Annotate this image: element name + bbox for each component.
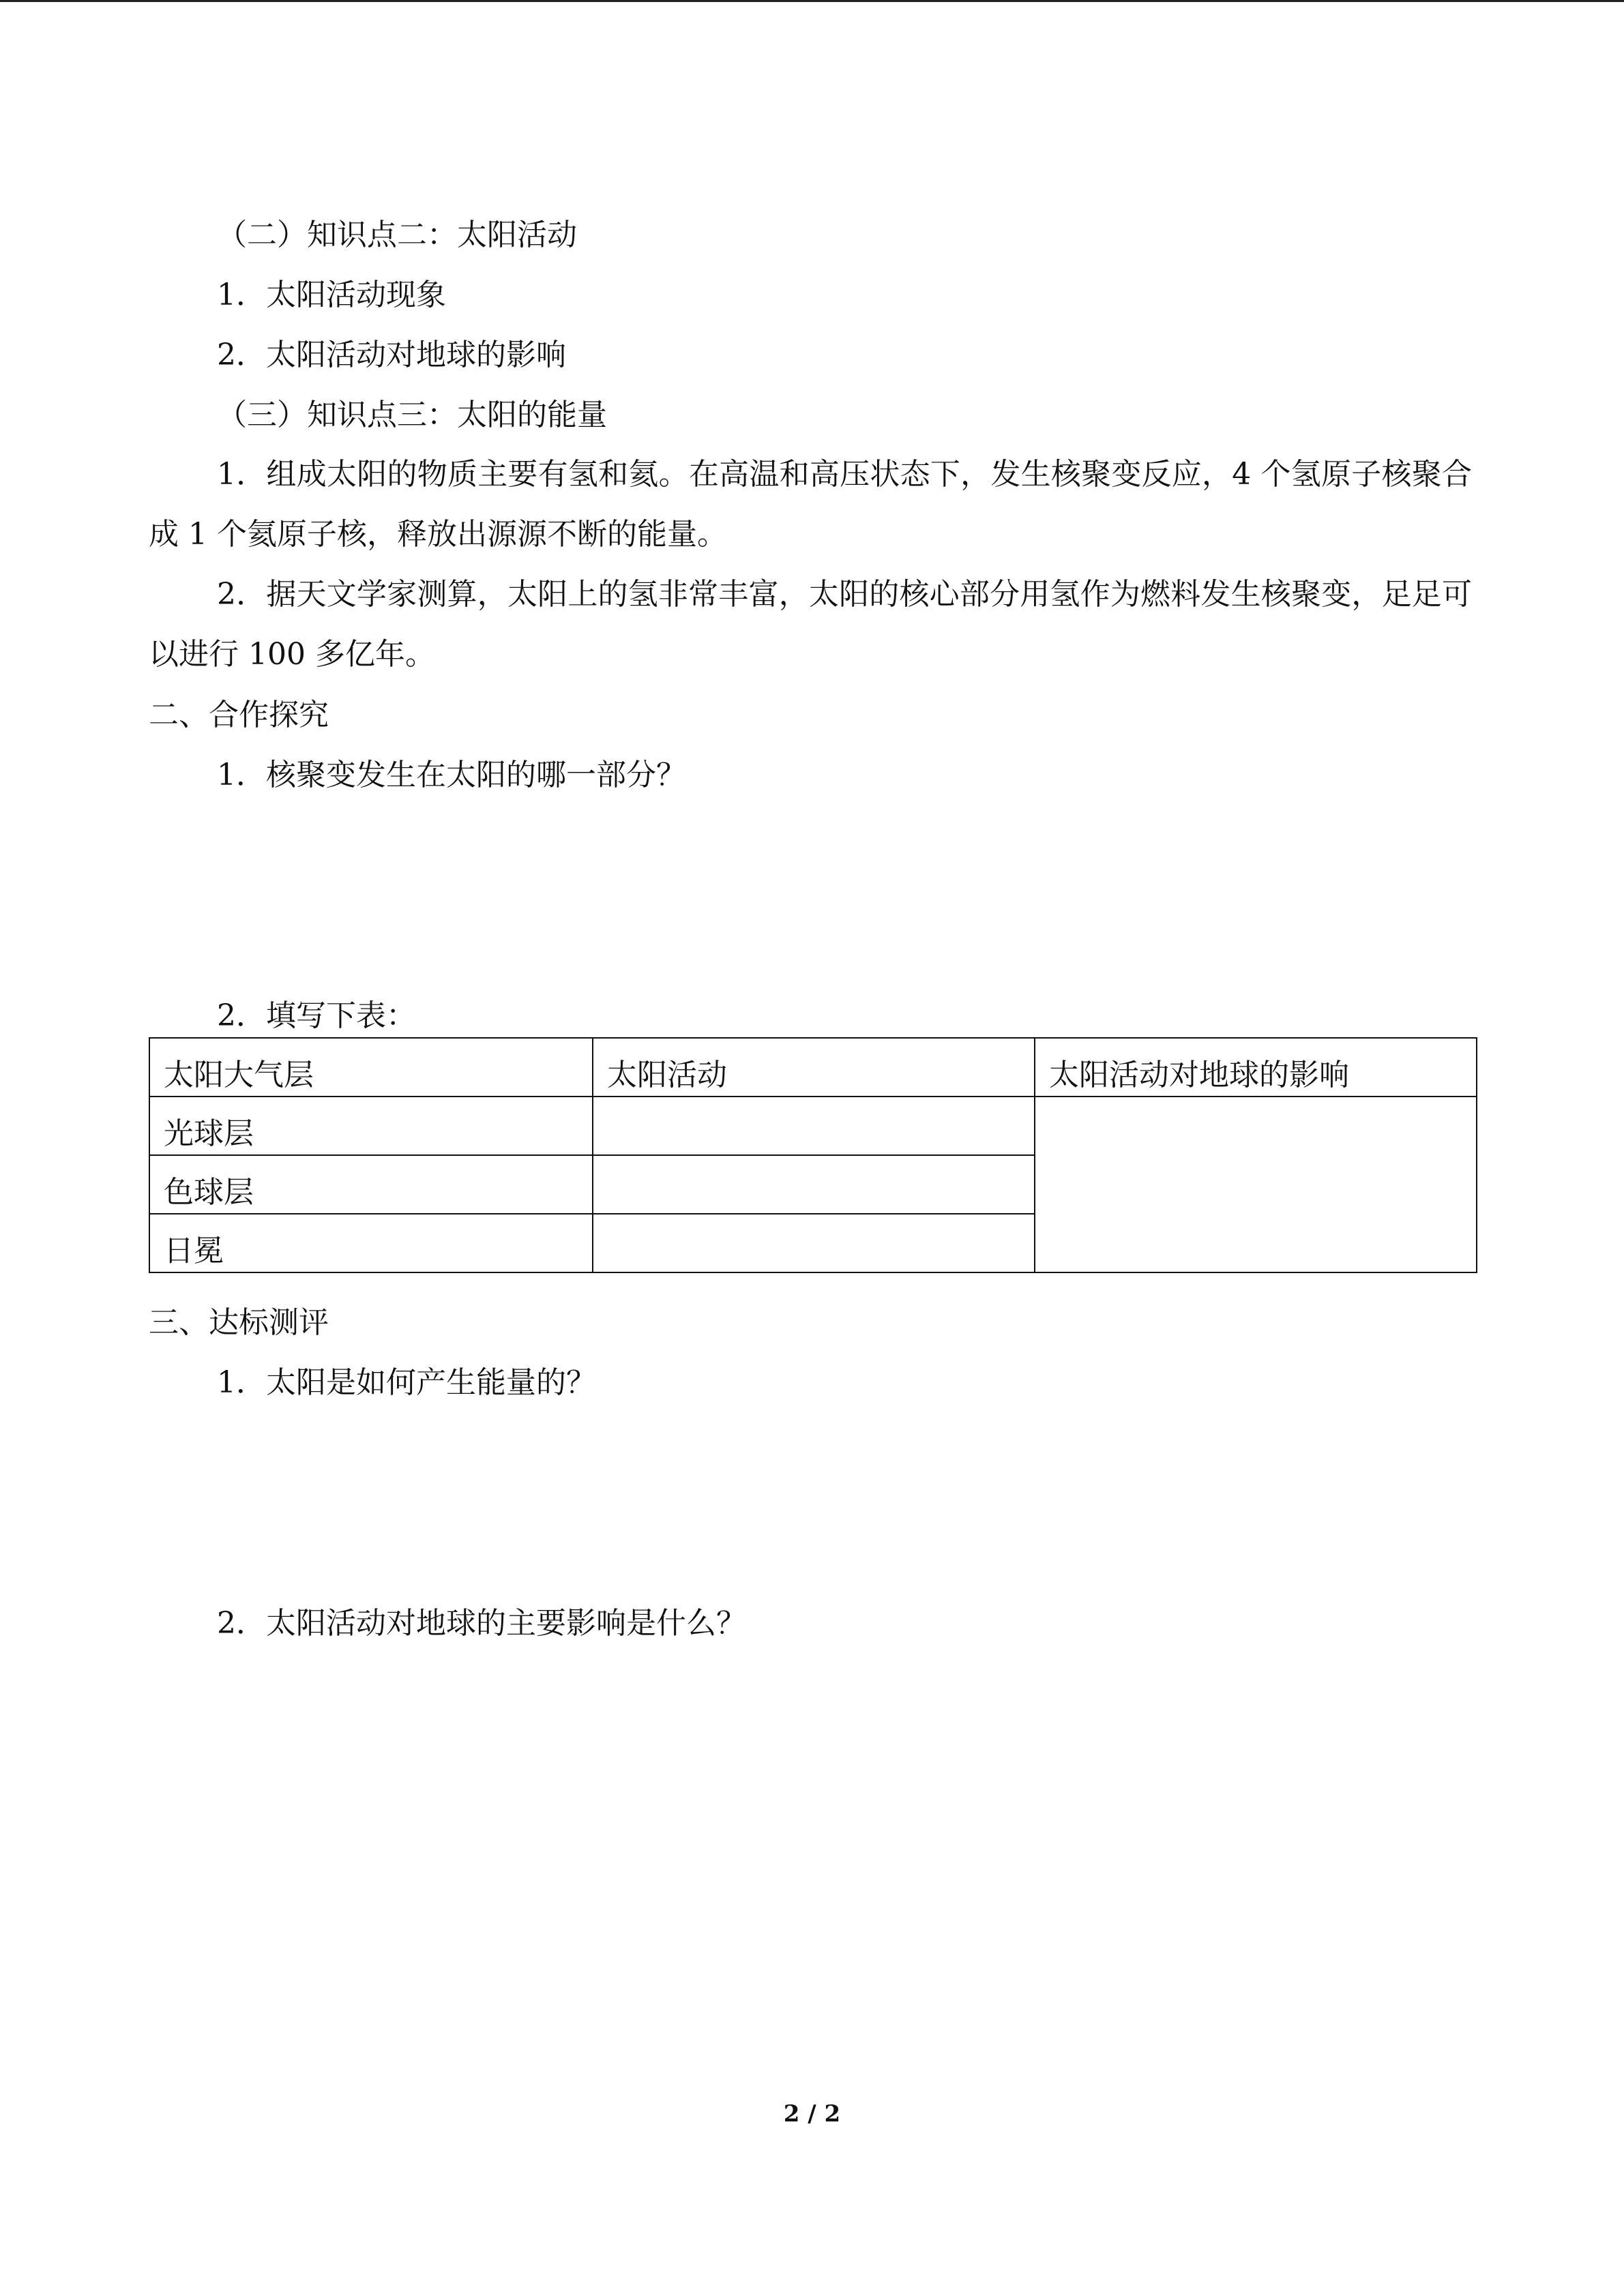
- section-3-question-1: 1．太阳是如何产生能量的？: [217, 1365, 596, 1400]
- section-2-heading: 二、合作探究: [149, 698, 329, 732]
- section-2-question-1: 1．核聚变发生在太阳的哪一部分？: [217, 758, 686, 792]
- solar-activity-table: [149, 1037, 1477, 1273]
- table-row: [149, 1097, 1477, 1155]
- knowledge-point-3-item-1: 1．组成太阳的物质主要有氢和氦。在高温和高压状态下，发生核聚变反应，4 个氢原子核聚合成 1 个氦原子核，释放出源源不断的能量。: [149, 457, 1472, 552]
- table-header-cell: 太阳活动对地球的影响: [1035, 1038, 1477, 1097]
- knowledge-point-2-heading: （二）知识点二：太阳活动: [217, 218, 577, 252]
- section-3-question-2: 2．太阳活动对地球的主要影响是什么？: [217, 1606, 746, 1641]
- table-row-label: 色球层: [149, 1155, 593, 1214]
- top-border-rule: [0, 0, 1624, 2]
- knowledge-point-3-heading: （三）知识点三：太阳的能量: [217, 398, 607, 432]
- table-blank-cell[interactable]: [593, 1155, 1035, 1214]
- table-header-cell: 太阳活动: [593, 1038, 1035, 1097]
- table-header-row: [149, 1038, 1477, 1097]
- table-blank-merged-cell[interactable]: [1035, 1097, 1477, 1272]
- table-row-label: 光球层: [149, 1097, 593, 1155]
- table-header-cell: 太阳大气层: [149, 1038, 593, 1097]
- knowledge-point-3-item-2: 2．据天文学家测算，太阳上的氢非常丰富，太阳的核心部分用氢作为燃料发生核聚变，足足可以进行 100 多亿年。: [149, 577, 1472, 672]
- section-2-question-2: 2．填写下表：: [217, 998, 416, 1033]
- page-number: 2 / 2: [783, 2100, 841, 2128]
- table-blank-cell[interactable]: [593, 1097, 1035, 1155]
- knowledge-point-2-item-2: 2．太阳活动对地球的影响: [217, 338, 566, 372]
- table-blank-cell[interactable]: [593, 1214, 1035, 1272]
- section-3-heading: 三、达标测评: [149, 1305, 329, 1340]
- knowledge-point-2-item-1: 1．太阳活动现象: [217, 278, 446, 312]
- table-row-label: 日冕: [149, 1214, 593, 1272]
